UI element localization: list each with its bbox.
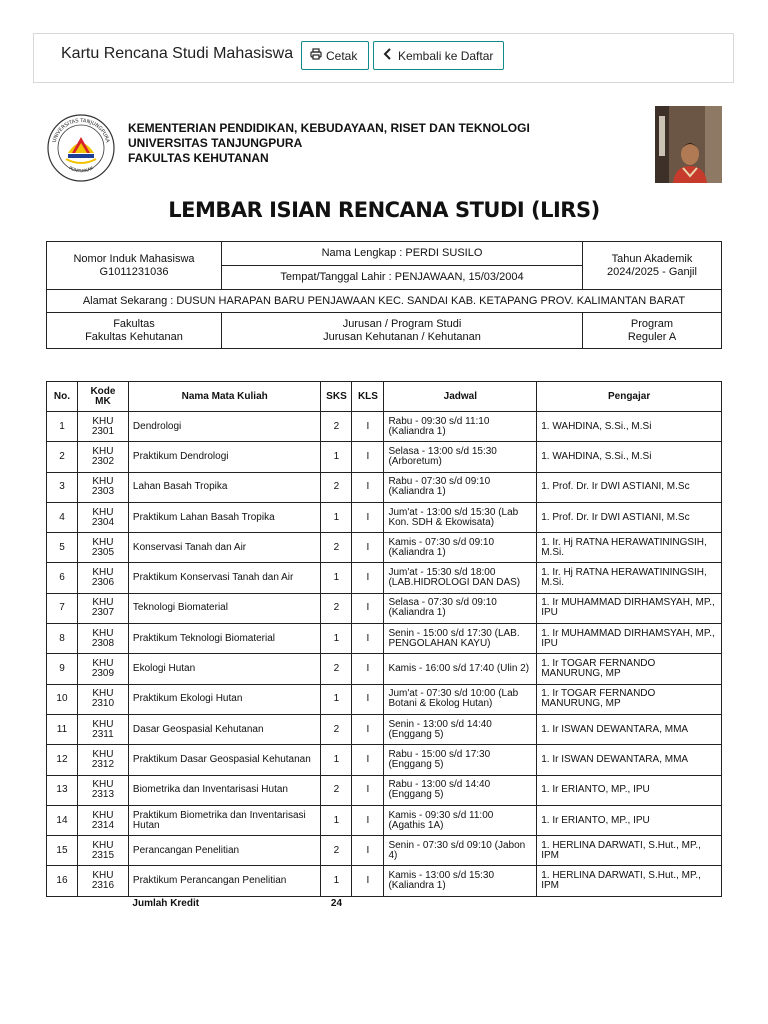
- course-lecturer: 1. Ir. Hj RATNA HERAWATININGSIH, M.Si.: [537, 563, 722, 593]
- column-header: SKS: [321, 382, 352, 412]
- course-lecturer: 1. Ir ISWAN DEWANTARA, MMA: [537, 745, 722, 775]
- table-row: [47, 654, 722, 684]
- column-header: Pengajar: [537, 382, 722, 412]
- course-credits: 2: [321, 412, 352, 442]
- course-code: KHU 2301: [77, 412, 128, 442]
- course-schedule: Rabu - 09:30 s/d 11:10 (Kaliandra 1): [384, 412, 537, 442]
- table-row: [47, 502, 722, 532]
- course-credits: 2: [321, 533, 352, 563]
- course-name: Dendrologi: [128, 412, 321, 442]
- course-lecturer: 1. Ir MUHAMMAD DIRHAMSYAH, MP., IPU: [537, 624, 722, 654]
- ministry-name: KEMENTERIAN PENDIDIKAN, KEBUDAYAAN, RISET DAN TEKNOLOGI: [128, 121, 530, 135]
- column-header: Jadwal: [384, 382, 537, 412]
- course-class: I: [352, 836, 384, 866]
- course-number: 1: [47, 412, 78, 442]
- course-code: KHU 2308: [77, 624, 128, 654]
- course-code: KHU 2302: [77, 442, 128, 472]
- course-lecturer: 1. Ir TOGAR FERNANDO MANURUNG, MP: [537, 684, 722, 714]
- full-name: Nama Lengkap : PERDI SUSILO: [222, 242, 583, 266]
- table-row: [47, 805, 722, 835]
- course-number: 14: [47, 805, 78, 835]
- course-name: Praktikum Konservasi Tanah dan Air: [128, 563, 321, 593]
- course-code: KHU 2314: [77, 805, 128, 835]
- table-row: [47, 624, 722, 654]
- major-cell: [222, 313, 583, 349]
- course-credits: 1: [321, 442, 352, 472]
- course-schedule: Rabu - 15:00 s/d 17:30 (Enggang 5): [384, 745, 537, 775]
- course-code: KHU 2313: [77, 775, 128, 805]
- course-lecturer: 1. HERLINA DARWATI, S.Hut., MP., IPM: [537, 836, 722, 866]
- course-class: I: [352, 805, 384, 835]
- total-credits-row: [47, 896, 722, 921]
- course-lecturer: 1. WAHDINA, S.Si., M.Si: [537, 442, 722, 472]
- course-credits: 2: [321, 714, 352, 744]
- course-name: Ekologi Hutan: [128, 654, 321, 684]
- course-number: 15: [47, 836, 78, 866]
- birth-place-date: Tempat/Tanggal Lahir : PENJAWAAN, 15/03/2004: [222, 266, 583, 290]
- total-credits-value: 24: [330, 897, 343, 909]
- course-schedule: Kamis - 16:00 s/d 17:40 (Ulin 2): [384, 654, 537, 684]
- print-button[interactable]: [301, 41, 369, 70]
- course-class: I: [352, 442, 384, 472]
- chevron-left-icon: [382, 48, 394, 63]
- course-number: 8: [47, 624, 78, 654]
- course-lecturer: 1. Prof. Dr. Ir DWI ASTIANI, M.Sc: [537, 472, 722, 502]
- course-class: I: [352, 593, 384, 623]
- course-code: KHU 2303: [77, 472, 128, 502]
- course-class: I: [352, 775, 384, 805]
- course-name: Praktikum Perancangan Penelitian: [128, 866, 321, 896]
- course-table: [46, 381, 722, 921]
- table-row: [47, 442, 722, 472]
- table-row: [47, 714, 722, 744]
- course-class: I: [352, 563, 384, 593]
- major-value: Jurusan Kehutanan / Kehutanan: [323, 330, 481, 343]
- course-lecturer: 1. Ir ERIANTO, MP., IPU: [537, 805, 722, 835]
- course-name: Praktikum Dendrologi: [128, 442, 321, 472]
- course-number: 6: [47, 563, 78, 593]
- nim-label: Nomor Induk Mahasiswa: [73, 252, 195, 265]
- course-credits: 1: [321, 805, 352, 835]
- course-schedule: Jum'at - 13:00 s/d 15:30 (Lab Kon. SDH & Ekowisata): [384, 502, 537, 532]
- current-address: Alamat Sekarang : DUSUN HARAPAN BARU PENJAWAAN KEC. SANDAI KAB. KETAPANG PROV. KALIMANTAN BARAT: [47, 290, 722, 313]
- course-class: I: [352, 502, 384, 532]
- course-schedule: Kamis - 09:30 s/d 11:00 (Agathis 1A): [384, 805, 537, 835]
- course-schedule: Rabu - 07:30 s/d 09:10 (Kaliandra 1): [384, 472, 537, 502]
- course-lecturer: 1. Ir MUHAMMAD DIRHAMSYAH, MP., IPU: [537, 593, 722, 623]
- course-table-header: [47, 382, 722, 412]
- course-schedule: Senin - 07:30 s/d 09:10 (Jabon 4): [384, 836, 537, 866]
- course-credits: 1: [321, 563, 352, 593]
- table-row: [47, 412, 722, 442]
- course-lecturer: 1. HERLINA DARWATI, S.Hut., MP., IPM: [537, 866, 722, 896]
- course-schedule: Kamis - 07:30 s/d 09:10 (Kaliandra 1): [384, 533, 537, 563]
- document-title: LEMBAR ISIAN RENCANA STUDI (LIRS): [168, 198, 600, 222]
- course-class: I: [352, 654, 384, 684]
- course-class: I: [352, 472, 384, 502]
- course-lecturer: 1. Ir TOGAR FERNANDO MANURUNG, MP: [537, 654, 722, 684]
- table-row: [47, 745, 722, 775]
- course-credits: 1: [321, 502, 352, 532]
- course-credits: 2: [321, 836, 352, 866]
- course-code: KHU 2309: [77, 654, 128, 684]
- nim-value: G1011231036: [99, 265, 169, 278]
- course-name: Praktikum Lahan Basah Tropika: [128, 502, 321, 532]
- major-label: Jurusan / Program Studi: [342, 317, 462, 330]
- course-code: KHU 2305: [77, 533, 128, 563]
- course-code: KHU 2307: [77, 593, 128, 623]
- spacer-cell: [77, 896, 128, 921]
- course-name: Lahan Basah Tropika: [128, 472, 321, 502]
- column-header: KLS: [352, 382, 384, 412]
- course-schedule: Senin - 15:00 s/d 17:30 (LAB. PENGOLAHAN KAYU): [384, 624, 537, 654]
- course-lecturer: 1. Ir ERIANTO, MP., IPU: [537, 775, 722, 805]
- nim-cell: [47, 242, 222, 290]
- course-schedule: Jum'at - 15:30 s/d 18:00 (LAB.HIDROLOGI DAN DAS): [384, 563, 537, 593]
- table-row: [47, 684, 722, 714]
- course-code: KHU 2311: [77, 714, 128, 744]
- course-name: Teknologi Biomaterial: [128, 593, 321, 623]
- student-photo: [655, 106, 722, 183]
- logo-ring-top-text: UNIVERSITAS TANJUNGPURA: [51, 117, 111, 144]
- course-code: KHU 2304: [77, 502, 128, 532]
- course-lecturer: 1. Ir. Hj RATNA HERAWATININGSIH, M.Si.: [537, 533, 722, 563]
- course-number: 10: [47, 684, 78, 714]
- course-number: 11: [47, 714, 78, 744]
- table-row: [47, 533, 722, 563]
- course-name: Dasar Geospasial Kehutanan: [128, 714, 321, 744]
- course-name: Biometrika dan Inventarisasi Hutan: [128, 775, 321, 805]
- course-credits: 1: [321, 745, 352, 775]
- faculty-cell: [47, 313, 222, 349]
- faculty-label: Fakultas: [113, 317, 155, 330]
- course-number: 16: [47, 866, 78, 896]
- course-credits: 1: [321, 684, 352, 714]
- logo-ring-bottom-text: PONTIANAK: [67, 166, 95, 175]
- academic-year-cell: [583, 242, 722, 290]
- academic-year-label: Tahun Akademik: [611, 252, 693, 265]
- course-name: Praktikum Biometrika dan Inventarisasi Hutan: [128, 805, 321, 835]
- table-row: [47, 866, 722, 896]
- course-code: KHU 2310: [77, 684, 128, 714]
- course-number: 2: [47, 442, 78, 472]
- back-button-label: Kembali ke Daftar: [398, 48, 494, 63]
- course-name: Konservasi Tanah dan Air: [128, 533, 321, 563]
- course-name: Praktikum Teknologi Biomaterial: [128, 624, 321, 654]
- faculty-name: FAKULTAS KEHUTANAN: [128, 151, 269, 165]
- spacer-cell: [47, 896, 78, 921]
- course-schedule: Selasa - 07:30 s/d 09:10 (Kaliandra 1): [384, 593, 537, 623]
- course-lecturer: 1. Ir ISWAN DEWANTARA, MMA: [537, 714, 722, 744]
- course-schedule: Kamis - 13:00 s/d 15:30 (Kaliandra 1): [384, 866, 537, 896]
- course-credits: 2: [321, 472, 352, 502]
- course-number: 4: [47, 502, 78, 532]
- university-name: UNIVERSITAS TANJUNGPURA: [128, 136, 303, 150]
- column-header: No.: [47, 382, 78, 412]
- course-number: 13: [47, 775, 78, 805]
- column-header: Kode MK: [77, 382, 128, 412]
- course-credits: 2: [321, 775, 352, 805]
- course-number: 5: [47, 533, 78, 563]
- page-title: Kartu Rencana Studi Mahasiswa: [61, 45, 294, 62]
- course-credits: 1: [321, 866, 352, 896]
- column-header: Nama Mata Kuliah: [128, 382, 321, 412]
- program-cell: [583, 313, 722, 349]
- course-schedule: Jum'at - 07:30 s/d 10:00 (Lab Botani & Ekolog Hutan): [384, 684, 537, 714]
- course-credits: 2: [321, 593, 352, 623]
- course-schedule: Selasa - 13:00 s/d 15:30 (Arboretum): [384, 442, 537, 472]
- course-name: Perancangan Penelitian: [128, 836, 321, 866]
- course-number: 7: [47, 593, 78, 623]
- course-name: Praktikum Dasar Geospasial Kehutanan: [128, 745, 321, 775]
- institution-header: [128, 121, 530, 166]
- course-class: I: [352, 866, 384, 896]
- course-class: I: [352, 745, 384, 775]
- course-number: 12: [47, 745, 78, 775]
- table-row: [47, 775, 722, 805]
- table-row: [47, 836, 722, 866]
- table-row: [47, 472, 722, 502]
- program-label: Program: [630, 317, 674, 330]
- course-credits: 2: [321, 654, 352, 684]
- academic-year-value: 2024/2025 - Ganjil: [607, 265, 697, 278]
- course-code: KHU 2306: [77, 563, 128, 593]
- total-credits-label: Jumlah Kredit: [132, 897, 200, 909]
- student-info-table: [46, 241, 722, 349]
- table-row: [47, 593, 722, 623]
- program-value: Reguler A: [627, 330, 677, 343]
- course-code: KHU 2312: [77, 745, 128, 775]
- university-logo: [46, 113, 116, 183]
- course-class: I: [352, 714, 384, 744]
- top-bar: [33, 33, 734, 83]
- course-credits: 1: [321, 624, 352, 654]
- printer-icon: [310, 48, 322, 63]
- course-class: I: [352, 412, 384, 442]
- course-code: KHU 2315: [77, 836, 128, 866]
- course-class: I: [352, 624, 384, 654]
- course-lecturer: 1. Prof. Dr. Ir DWI ASTIANI, M.Sc: [537, 502, 722, 532]
- course-code: KHU 2316: [77, 866, 128, 896]
- print-button-label: Cetak: [326, 48, 358, 63]
- course-lecturer: 1. WAHDINA, S.Si., M.Si: [537, 412, 722, 442]
- course-class: I: [352, 684, 384, 714]
- course-schedule: Senin - 13:00 s/d 14:40 (Enggang 5): [384, 714, 537, 744]
- course-number: 3: [47, 472, 78, 502]
- course-table-body: [47, 412, 722, 921]
- course-name: Praktikum Ekologi Hutan: [128, 684, 321, 714]
- back-to-list-button[interactable]: [373, 41, 504, 70]
- table-row: [47, 563, 722, 593]
- faculty-value: Fakultas Kehutanan: [85, 330, 183, 343]
- course-number: 9: [47, 654, 78, 684]
- course-class: I: [352, 533, 384, 563]
- course-schedule: Rabu - 13:00 s/d 14:40 (Enggang 5): [384, 775, 537, 805]
